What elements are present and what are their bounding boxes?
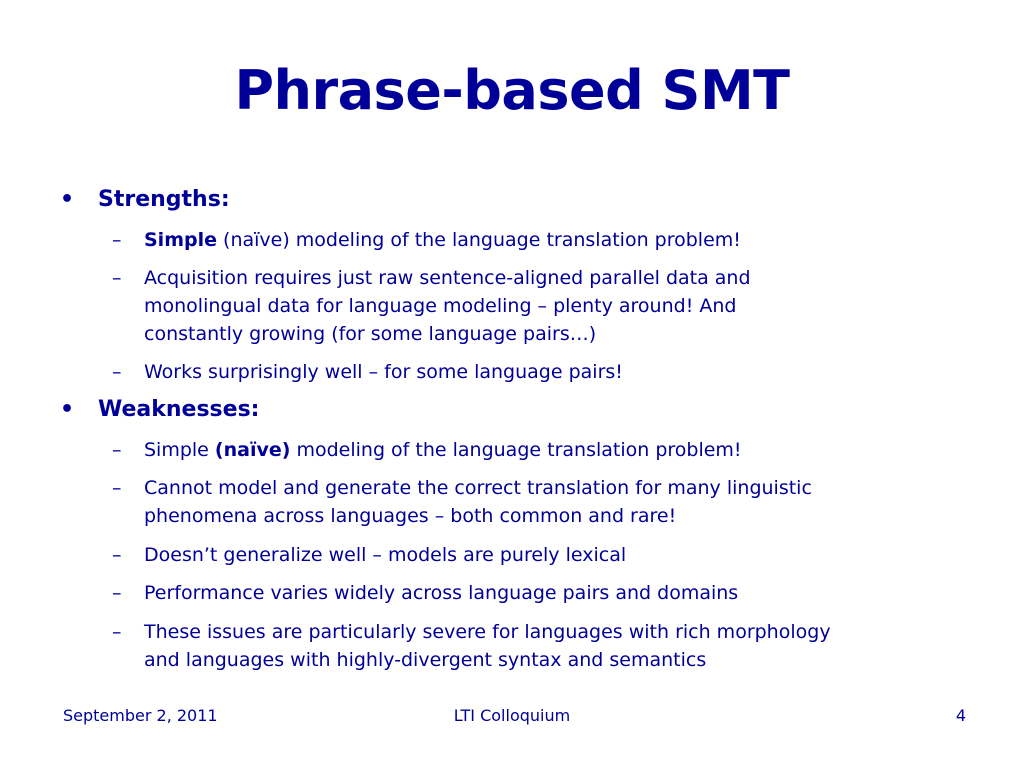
- dash-icon: –: [112, 582, 122, 604]
- list-item: [112, 226, 972, 254]
- list-item-text: Cannot model and generate the correct translation for many linguistic phenomena across languages – both common and rare!: [144, 477, 812, 527]
- list-item: [112, 436, 972, 464]
- list-item-text: Simple (naïve) modeling of the language translation problem!: [144, 229, 741, 251]
- list-item: [112, 579, 972, 607]
- dash-icon: –: [112, 621, 122, 643]
- dash-icon: –: [112, 267, 122, 289]
- section-heading-label: Strengths:: [98, 187, 230, 212]
- list-item-text: These issues are particularly severe for languages with rich morphology and languages with highly-divergent syntax and semantics: [144, 621, 831, 671]
- list-item: [112, 264, 972, 348]
- footer-page-number: 4: [955, 706, 966, 725]
- list-item-text: Works surprisingly well – for some language pairs!: [144, 361, 623, 383]
- emphasis-text: Simple: [144, 229, 217, 251]
- bullet-icon: •: [60, 187, 75, 212]
- dash-icon: –: [112, 544, 122, 566]
- list-item-text: Acquisition requires just raw sentence-aligned parallel data and monolingual data for language modeling – plenty around! And constantly growing (for some language pairs…): [144, 267, 751, 345]
- slide-title: Phrase-based SMT: [234, 59, 790, 122]
- list-item-text: Simple (naïve) modeling of the language translation problem!: [144, 439, 742, 461]
- dash-icon: –: [112, 361, 122, 383]
- section-heading-label: Weaknesses:: [98, 397, 260, 422]
- section-heading-weaknesses: [60, 396, 259, 424]
- dash-icon: –: [112, 229, 122, 251]
- list-item-text: Performance varies widely across language pairs and domains: [144, 582, 739, 604]
- footer-date: September 2, 2011: [63, 706, 218, 725]
- list-item: [112, 358, 972, 386]
- list-item-text: Doesn’t generalize well – models are purely lexical: [144, 544, 627, 566]
- list-item: [112, 618, 972, 674]
- bullet-icon: •: [60, 397, 75, 422]
- footer-event: LTI Colloquium: [453, 706, 571, 725]
- dash-icon: –: [112, 439, 122, 461]
- list-item: [112, 541, 972, 569]
- list-item: [112, 474, 972, 530]
- dash-icon: –: [112, 477, 122, 499]
- section-heading-strengths: [60, 186, 230, 214]
- emphasis-text: (naïve): [214, 439, 291, 461]
